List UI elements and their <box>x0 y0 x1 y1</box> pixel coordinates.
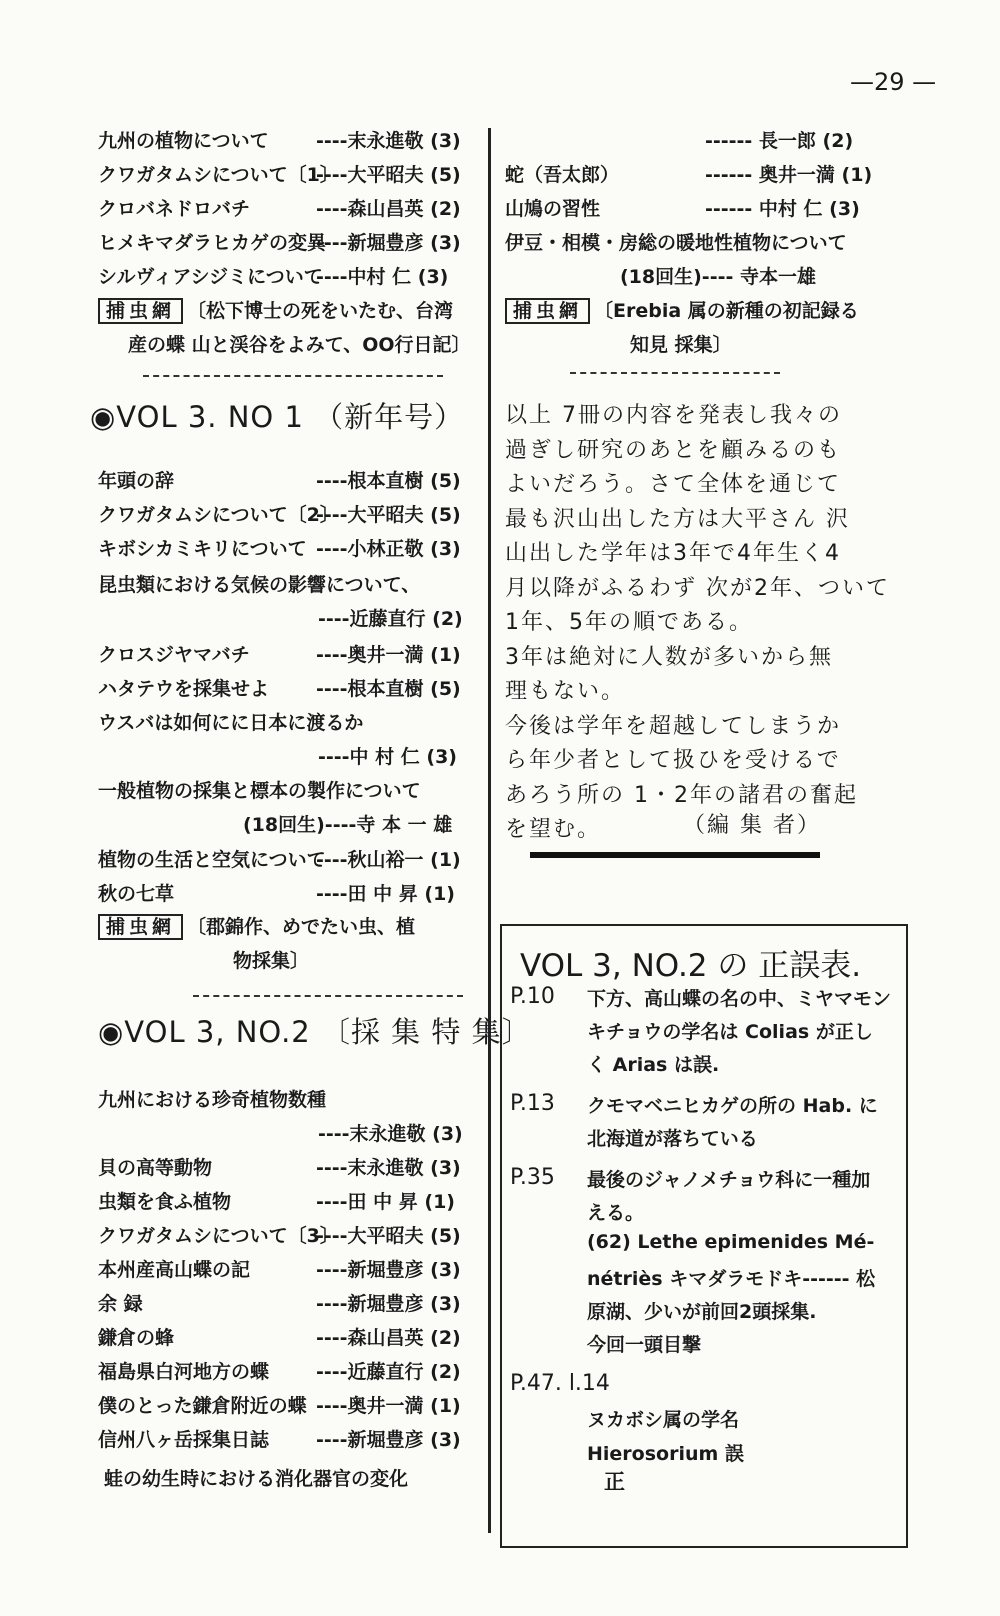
editorial-line: 今後は学年を超越してしまうか <box>505 713 842 739</box>
editorial-line: 1年、5年の順である。 <box>505 610 753 635</box>
errata-text: (62) Lethe epimenides Mé- <box>587 1231 875 1253</box>
errata-text: クモマベニヒカゲの所の Hab. に <box>587 1095 878 1117</box>
article-title: 信州八ヶ岳採集日誌 <box>98 1429 270 1451</box>
article-author: ------ 奥井一満 (1) <box>705 164 873 186</box>
errata-page-ref: P.13 <box>510 1091 555 1116</box>
section-heading-vol3-no2: ◉VOL 3, NO.2 〔採 集 特 集〕 <box>98 1015 532 1049</box>
editorial-line: を望む。 <box>505 817 602 842</box>
article-title: クワガタムシについて〔3〕 <box>98 1225 339 1247</box>
errata-text: ヌカボシ属の学名 <box>587 1409 740 1431</box>
errata-text: nétriès キマダラモドキ------ 松 <box>587 1268 876 1290</box>
article-title: 植物の生活と空気について <box>98 849 326 871</box>
article-author: ----大平昭夫 (5) <box>316 504 461 526</box>
article-title: 貝の高等動物 <box>98 1157 213 1179</box>
article-title: 伊豆・相模・房総の暖地性植物について <box>505 232 847 254</box>
article-title: クワガタムシについて〔2〕 <box>98 504 339 526</box>
hochuami-text-continued: 物採集〕 <box>233 950 310 972</box>
article-author: ----中村 仁 (3) <box>316 266 449 288</box>
errata-text: 原湖、少いが前回2頭採集. <box>587 1301 817 1323</box>
article-title: 一般植物の採集と標本の製作について <box>98 780 421 802</box>
hochuami-text: 〔郡錦作、めでたい虫、植 <box>187 916 416 938</box>
article-author: ----奥井一満 (1) <box>316 1395 461 1417</box>
errata-text: 下方、高山蝶の名の中、ミヤマモン <box>587 988 892 1010</box>
editorial-line: 最も沢山出した方は大平さん 沢 <box>505 506 850 532</box>
article-author: ----末永進敬 (3) <box>316 1157 461 1179</box>
article-author: ----秋山裕一 (1) <box>316 849 461 871</box>
hochuami-box: 捕虫網 <box>98 914 183 940</box>
wavy-divider <box>193 995 463 997</box>
article-author: ------ 中村 仁 (3) <box>705 198 860 220</box>
article-author: ----大平昭夫 (5) <box>316 164 461 186</box>
hochuami-text-continued: 知見 採集〕 <box>630 334 732 356</box>
article-author: ------ 長一郎 (2) <box>705 130 854 152</box>
editorial-line: 山出した学年は3年で4年生く4 <box>505 541 841 566</box>
editorial-line: 以上 7冊の内容を発表し我々の <box>505 403 842 428</box>
hochuami-box: 捕虫網 <box>98 298 183 324</box>
hochuami-entry <box>98 296 453 323</box>
hochuami-text-continued: 産の蝶 山と渓谷をよみて、OO行日記〕 <box>128 334 471 356</box>
article-title: 僕のとった鎌倉附近の蝶 <box>98 1395 307 1417</box>
article-author: ----田 中 昇 (1) <box>316 1191 455 1213</box>
article-title: クロスジヤマバチ <box>98 644 250 666</box>
article-title: 蛇（吾太郎） <box>505 164 620 186</box>
article-author: ----大平昭夫 (5) <box>316 1225 461 1247</box>
article-title: 蛙の幼生時における消化器官の変化 <box>104 1468 409 1490</box>
errata-text: える。 <box>587 1202 645 1224</box>
article-author: ----新堀豊彦 (3) <box>316 1429 461 1451</box>
article-author: ----中 村 仁 (3) <box>318 746 457 768</box>
article-title: シルヴィアシジミについて <box>98 266 323 288</box>
article-author: (18回生)----寺 本 一 雄 <box>243 814 453 836</box>
wavy-divider <box>143 375 443 377</box>
article-author: ----近藤直行 (2) <box>316 1361 461 1383</box>
editor-signature: （編 集 者） <box>683 813 821 838</box>
article-title: 本州産高山蝶の記 <box>98 1259 251 1281</box>
article-author: ----田 中 昇 (1) <box>316 883 455 905</box>
article-author: ----森山昌英 (2) <box>316 198 461 220</box>
editorial-line: 過ぎし研究のあとを顧みるのも <box>505 437 842 463</box>
article-title: 鎌倉の蜂 <box>98 1327 175 1349</box>
article-title: 虫類を食ふ植物 <box>98 1191 232 1213</box>
hochuami-text: 〔松下博士の死をいたむ、台湾 <box>187 300 454 322</box>
editorial-line: あろう所の 1・2年の諸君の奮起 <box>505 782 858 808</box>
page-number: —29 — <box>850 68 937 96</box>
hochuami-box: 捕虫網 <box>505 298 590 324</box>
article-title: 年頭の辞 <box>98 470 175 492</box>
article-author: ----末永進敬 (3) <box>316 130 461 152</box>
editorial-line: よいだろう。さて全体を通じて <box>505 472 842 497</box>
article-author: ----新堀豊彦 (3) <box>316 232 461 254</box>
article-title: 福島県白河地方の蝶 <box>98 1361 270 1383</box>
article-author: ----末永進敬 (3) <box>318 1123 463 1145</box>
article-title: ハタテウを採集せよ <box>98 678 270 700</box>
section-heading-vol3-no1: ◉VOL 3. NO 1 （新年号） <box>90 400 465 434</box>
errata-text: キチョウの学名は Colias が正し <box>587 1021 873 1043</box>
article-title: 九州における珍奇植物数種 <box>98 1089 327 1111</box>
editorial-line: 3年は絶対に人数が多いから無 <box>505 644 833 670</box>
errata-box <box>500 924 908 1548</box>
article-author: ----新堀豊彦 (3) <box>316 1293 461 1315</box>
article-author: ----奥井一満 (1) <box>316 644 461 666</box>
correction-label: 正 <box>604 1470 625 1494</box>
errata-text: く Arias は誤. <box>587 1054 720 1076</box>
article-title: クロバネドロバチ <box>98 198 251 220</box>
column-divider <box>488 128 491 1533</box>
editorial-line: 月以降がふるわず 次が2年、ついて <box>505 575 890 601</box>
article-title: 余 録 <box>98 1293 143 1315</box>
errata-text: 最後のジャノメチョウ科に一種加 <box>587 1169 871 1191</box>
article-title: 昆虫類における気候の影響について、 <box>98 574 421 596</box>
article-author: (18回生)---- 寺本一雄 <box>620 266 816 288</box>
article-author: ----近藤直行 (2) <box>318 608 463 630</box>
article-title: 山鳩の習性 <box>505 198 601 220</box>
errata-page-ref: P.10 <box>510 984 555 1009</box>
thick-divider <box>530 852 820 858</box>
errata-page-ref: P.35 <box>510 1165 555 1190</box>
errata-text: Hierosorium 誤 <box>587 1443 744 1465</box>
article-title: 九州の植物について <box>98 130 269 152</box>
errata-page-ref: P.47. l.14 <box>510 1371 610 1396</box>
errata-title: VOL 3, NO.2 の 正誤表. <box>520 948 862 984</box>
hochuami-entry <box>505 296 859 323</box>
editorial-line: 理もない。 <box>505 679 626 704</box>
errata-text: 北海道が落ちている <box>587 1128 758 1150</box>
article-author: ----小林正敬 (3) <box>316 538 461 560</box>
article-title: ウスバは如何にに日本に渡るか <box>98 712 364 734</box>
article-title: クワガタムシについて〔1〕 <box>98 164 339 186</box>
article-author: ----新堀豊彦 (3) <box>316 1259 461 1281</box>
wavy-divider <box>570 372 780 374</box>
article-author: ----森山昌英 (2) <box>316 1327 461 1349</box>
article-title: 秋の七草 <box>98 883 175 905</box>
editorial-line: ら年少者として扱ひを受けるで <box>505 748 841 773</box>
hochuami-text: 〔Erebia 属の新種の初記録る <box>594 300 859 322</box>
article-author: ----根本直樹 (5) <box>316 678 461 700</box>
article-title: ヒメキマダラヒカゲの変異 <box>98 232 327 254</box>
article-title: キボシカミキリについて <box>98 538 307 560</box>
hochuami-entry <box>98 912 415 939</box>
article-author: ----根本直樹 (5) <box>316 470 461 492</box>
errata-text: 今回一頭目撃 <box>587 1334 702 1356</box>
